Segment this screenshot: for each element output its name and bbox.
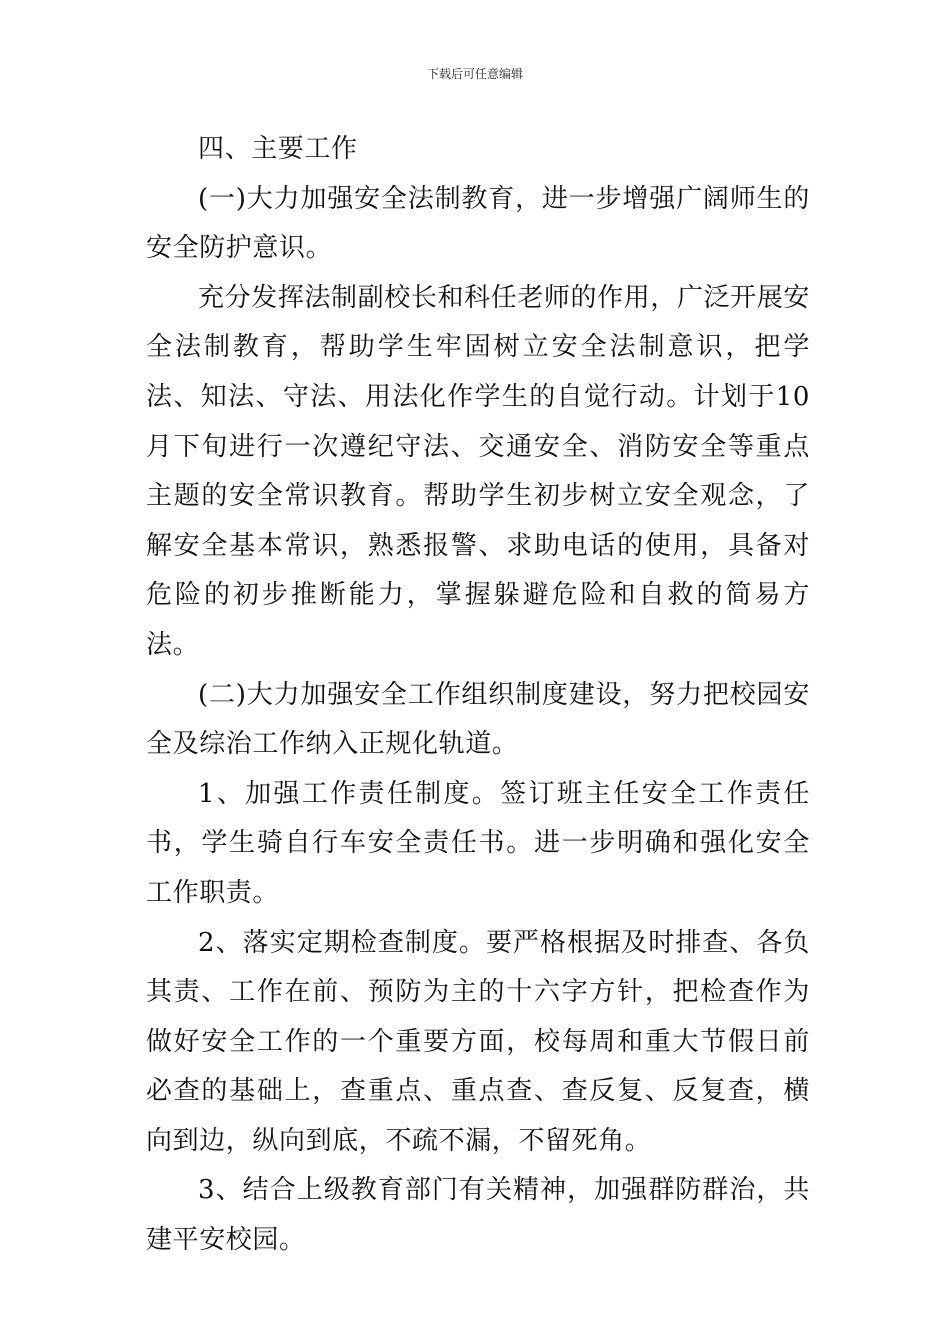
paragraph-legal-education: 充分发挥法制副校长和科任老师的作用，广泛开展安全法制教育，帮助学生牢固树立安全法制意识，把学法、知法、守法、用法化作学生的自觉行动。计划于10月下旬进行一次遵纪守法、交通安全、消防安全等重点主题的安全常识教育。帮助学生初步树立安全观念，了解安全基本常识，熟悉报警、求助电话的使用，具备对危险的初步推断能力，掌握躲避危险和自救的简易方法。 (146, 282, 810, 660)
subsection-heading-1: (一)大力加强安全法制教育，进一步增强广阔师生的安全防护意识。 (146, 183, 810, 264)
subsection-heading-2: (二)大力加强安全工作组织制度建设，努力把校园安全及综治工作纳入正规化轨道。 (146, 679, 810, 760)
paragraph-item-1: 1、加强工作责任制度。签订班主任安全工作责任书，学生骑自行车安全责任书。进一步明确和强化安全工作职责。 (146, 778, 810, 908)
paragraph-item-3: 3、结合上级教育部门有关精神，加强群防群治，共建平安校园。 (146, 1175, 810, 1256)
paragraph-item-2: 2、落实定期检查制度。要严格根据及时排查、各负其责、工作在前、预防为主的十六字方针，把检查作为做好安全工作的一个重要方面，校每周和重大节假日前必查的基础上，查重点、重点查、查反复、反复查，横向到边，纵向到底，不疏不漏，不留死角。 (146, 927, 810, 1156)
document-body (146, 125, 810, 1266)
header-note: 下载后可任意编辑 (426, 67, 523, 81)
section-heading: 四、主要工作 (198, 134, 358, 164)
